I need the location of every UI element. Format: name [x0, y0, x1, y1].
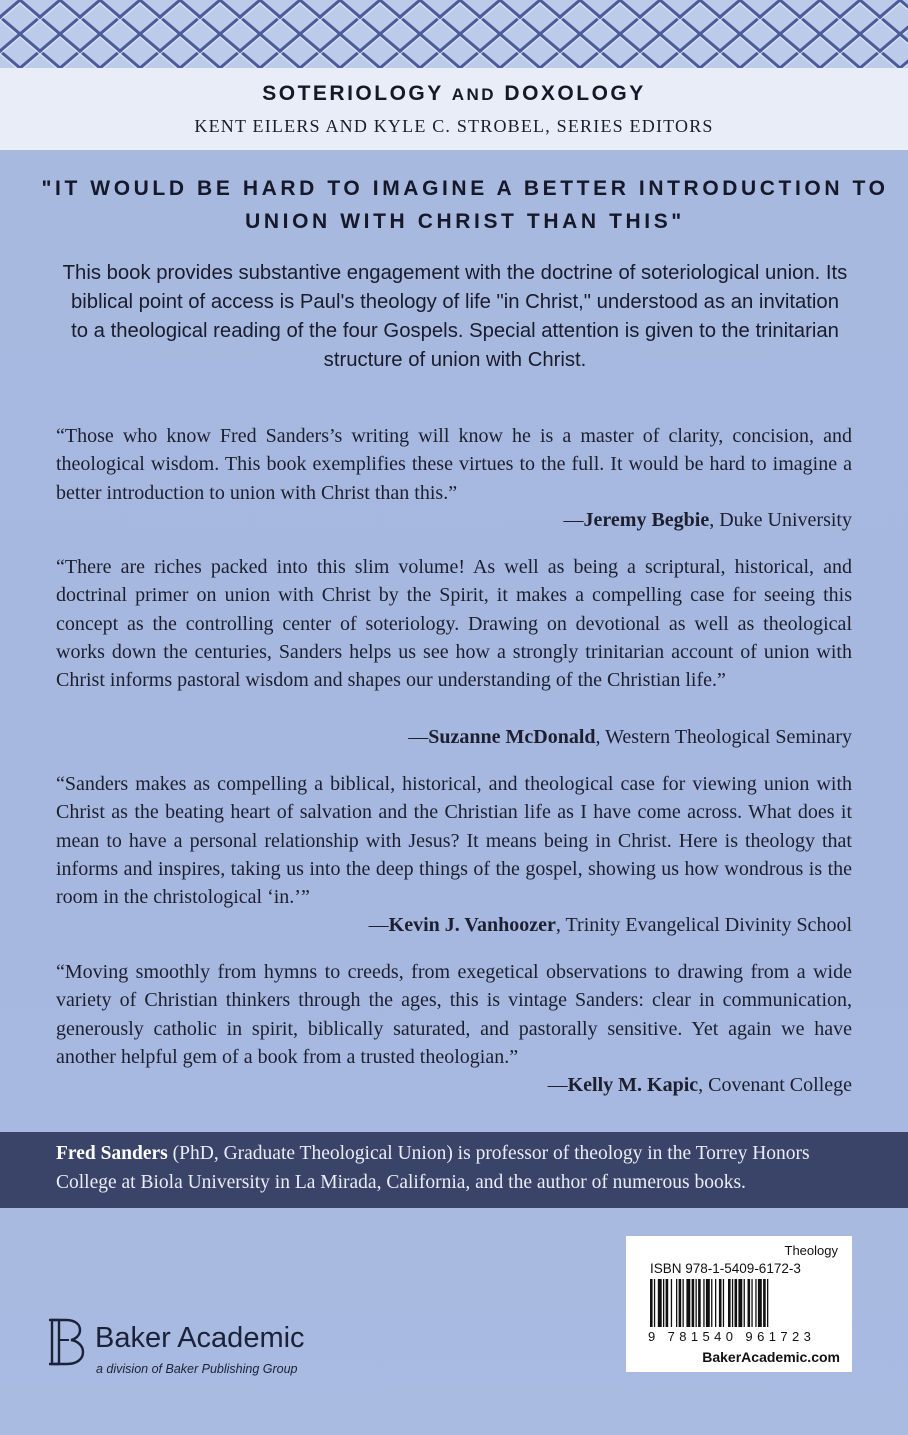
series-editors: KENT EILERS AND KYLE C. STROBEL, SERIES EDITORS — [194, 116, 714, 136]
publisher-website: BakerAcademic.com — [702, 1349, 840, 1365]
series-band — [0, 68, 908, 150]
barcode-bars-icon — [648, 1279, 838, 1329]
attribution-dash: — — [547, 1074, 568, 1096]
endorser-name: Jeremy Begbie — [583, 509, 710, 531]
publisher-tagline: a division of Baker Publishing Group — [96, 1362, 298, 1376]
endorser-affiliation: , Duke University — [709, 509, 852, 531]
barcode-digits: 9 781540 961723 — [648, 1329, 816, 1344]
headline-quote: "IT WOULD BE HARD TO IMAGINE A BETTER INTRODUCTION TO UNION WITH CHRIST THAN THIS" — [41, 177, 889, 233]
book-description: This book provides substantive engagement with the doctrine of soteriological union. Its biblical point of access is Paul's theology of life "in Christ," understood as an invitation to a theological reading of the four Gospels. Special attention is given to the trinitarian structure of union with Christ. — [62, 262, 848, 371]
author-bio — [56, 1140, 852, 1197]
endorser-name: Suzanne McDonald — [428, 726, 596, 748]
endorser-affiliation: , Trinity Evangelical Divinity School — [555, 914, 852, 936]
endorser-affiliation: , Covenant College — [698, 1074, 852, 1096]
endorsement-quote-4: “Moving smoothly from hymns to creeds, from exegetical observations to drawing from a wide variety of Christian thinkers through the ages, this is vintage Sanders: clear in communication, generously catholic in spirit, biblically saturated, and pastorally sensitive. Yet again we have another helpful gem of a book from a trusted theologian.” — [56, 961, 852, 1068]
endorser-name: Kelly M. Kapic — [567, 1074, 699, 1096]
attribution-dash: — — [408, 726, 429, 748]
endorsement-quote-2: “There are riches packed into this slim volume! As well as being a scriptural, historical, and doctrinal primer on union with Christ by the Spirit, it makes a compelling case for seeing this concept as the controlling center of soteriology. Drawing on devotional as well as theological works down the centuries, Sanders helps us see how a strongly trinitarian account of union with Christ informs pastoral wisdom and shapes our understanding of the Christian life.” — [56, 556, 852, 692]
endorsement-quote-3: “Sanders makes as compelling a biblical, historical, and theological case for viewing union with Christ as the beating heart of salvation and the Christian life as I have come across. What does it mean to have a personal relationship with Jesus? It means being in Christ. Here is theology that informs and inspires, taking us into the deep things of the gospel, showing us how wondrous is the room in the christological ‘in.’” — [56, 773, 852, 909]
endorser-name: Kevin J. Vanhoozer — [388, 914, 556, 936]
endorsement-attribution-4 — [548, 1071, 852, 1099]
series-title-part-1: SOTERIOLOGY — [262, 82, 444, 105]
lattice-pattern — [0, 0, 908, 68]
subject-category: Theology — [784, 1243, 838, 1258]
endorsement-attribution-2 — [408, 723, 852, 751]
endorsement-quote-1: “Those who know Fred Sanders’s writing will know he is a master of clarity, concision, and theological wisdom. This book exemplifies these virtues to the full. It would be hard to imagine a better introduction to union with Christ than this.” — [56, 425, 852, 504]
attribution-dash: — — [563, 509, 584, 531]
endorser-affiliation: , Western Theological Seminary — [595, 726, 852, 748]
barcode-label — [626, 1236, 852, 1372]
series-title-part-2: DOXOLOGY — [504, 82, 646, 105]
baker-b-icon — [48, 1318, 88, 1366]
isbn-text: ISBN 978-1-5409-6172-3 — [650, 1261, 801, 1276]
publisher-name: Baker Academic — [95, 1322, 305, 1354]
endorsement-attribution-3 — [369, 911, 852, 939]
attribution-dash: — — [368, 914, 389, 936]
endorsement-attribution-1 — [564, 506, 852, 534]
series-title-conjunction: AND — [451, 85, 497, 104]
author-name: Fred Sanders — [56, 1143, 168, 1164]
series-title — [0, 82, 908, 106]
author-bio-text: (PhD, Graduate Theological Union) is professor of theology in the Torrey Honors College at Biola University in La Mirada, California, and the author of numerous books. — [56, 1143, 810, 1193]
